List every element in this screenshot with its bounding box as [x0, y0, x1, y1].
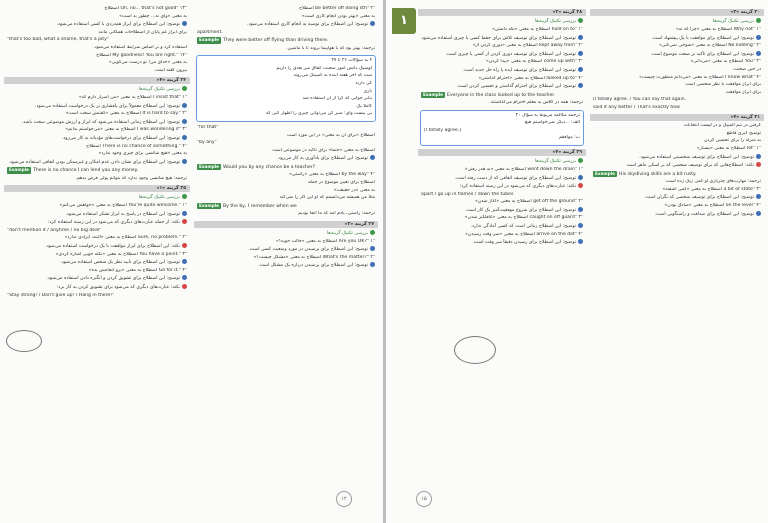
example-text: His skydiving skills are a bit rusty.	[619, 171, 697, 177]
left-outer-column	[4, 6, 190, 300]
note-line: نکته: این اصطلاح برای ابراز موافقت با یک درخواست استفاده می‌شود.	[4, 243, 190, 250]
text-line: به معنی «در حقیقت»	[333, 187, 375, 193]
text-line: "be better off doing sth" ۲ اصطلاح	[299, 6, 375, 11]
explanation-line: توضیح: این اصطلاح برای تأیید نظر یک شخص استفاده می‌شود.	[4, 259, 190, 266]
text-line: کاملاً یک	[356, 103, 372, 109]
example-text: Everyone in the class looked up to the teacher.	[447, 92, 556, 98]
explanation-line: توضیح: این اصطلاح زمانی است که کسی آمادگی ندارد.	[418, 223, 586, 230]
example-sentence	[418, 92, 586, 99]
note-line: نکته: اصطلاح‌هایی که برای توصیف شخصی که بر اسکی ماهر است	[590, 162, 764, 169]
explanation-line: توضیح: این اصطلاح برای صداقت و راستگویی است.	[590, 211, 764, 218]
text-line: استفاده کرد و بر اساس شرایط استفاده می‌شود.	[93, 44, 187, 50]
text-line: به معنی «بهتر بودن انجام کاری است»	[301, 13, 375, 19]
text-line: به منزله را برای تحسین کردن	[704, 138, 761, 144]
explanation-line: توضیح: این اصطلاح برای ابراز همدردی با کسی استفاده می‌شود.	[4, 21, 190, 28]
text-line: "hold on to" ۱ اصطلاح به معنی «نگه داشتن»	[492, 27, 583, 32]
text-line: ترجمه: راستی، یادم آمد که ما آنجا بودیم	[298, 211, 375, 217]
question-answer-header: ۲۷ گزینه «۲»	[194, 221, 378, 228]
text-line: به معنی «هیچ شانسی برای چیزی وجود ندارد»	[98, 151, 187, 157]
example-label: Example	[423, 91, 444, 97]
text-line: [I totally agree. / You can say that again.	[593, 97, 687, 103]
text-line: ترجمه: هیچ شانسی وجود ندارد که بتوانم پولی قرض بدهم.	[75, 175, 187, 181]
question-answer-header: ۳۰ گزینه «۳»	[590, 9, 764, 16]
text-line: "You're quite welcome." ۱ اصطلاح به معنی «خواهش می‌کنم»	[59, 203, 187, 209]
handwritten-circle-mark	[6, 330, 42, 352]
note-line: نکته: عبارت‌های دیگری که می‌شود در این زمینه استفاده کرد:	[418, 183, 586, 190]
right-inner-column	[590, 6, 764, 219]
text-line: برای ابراز غم پایان از اصطلاحات همگانی مانند	[98, 29, 187, 35]
example-sentence	[194, 203, 378, 210]
example-text: There is no chance I can lend you any money.	[33, 168, 139, 174]
explanation-line: توضیح: این اصطلاح برای نشان دادن عدم امکان و غیرممکن بودن اتفاقی استفاده می‌شود.	[4, 159, 190, 166]
left-page	[0, 0, 383, 523]
explanation-line: توضیح: این اصطلاح برای توصیف دوری کردن از کسی یا چیزی است.	[418, 51, 586, 58]
text-line: "Oh, no... that's not good" ۱۳ اصطلاح	[104, 6, 187, 11]
text-line: بنابر جوابی که گرا از آن استفاده شد	[302, 96, 372, 102]
text-line: کی دارند	[355, 80, 372, 86]
text-line: "on the level" ۴ اصطلاح به معنی «صادق بودن»	[664, 203, 761, 209]
text-line: "get off the ground" ۲ اصطلاح به معنی «آغاز شدن»	[475, 199, 583, 205]
text-line: "come up with" ۳ اصطلاح به معنی «پیدا کردن»	[486, 59, 583, 65]
text-line: "arrive on the dot" ۴ اصطلاح به معنی «سر وقت رسیدن»	[465, 231, 583, 237]
text-line: توضیح گیری قاطع	[726, 130, 761, 136]
text-line: "a bit of state" ۳ اصطلاح به معنی «کمی آشفته»	[662, 186, 761, 192]
chapter-number-badge: ۱	[392, 8, 416, 34]
text-line: "No kidding" ۲ اصطلاح به معنی «شوخی نمی‌کنی»	[658, 43, 761, 49]
highlight-box	[196, 55, 376, 122]
text-line: "don't mention it / anytime / no big deal"	[7, 227, 102, 233]
text-line: برای ابراز موافقت	[725, 89, 761, 95]
text-line: ب: موافقم	[558, 135, 580, 141]
text-line: "You" ۳ اصطلاح به معنی «می‌دانی»	[690, 59, 761, 65]
text-line: الف: ...دیگر نمی‌خواستم هیچ	[524, 120, 580, 126]
explanation-line: توضیح: این اصطلاح برای یادآوری به کار می‌رود.	[194, 155, 378, 162]
explanation-line: توضیح: این اصطلاح معمولاً برای پافشاری بر یک درخواست استفاده می‌شود.	[4, 103, 190, 110]
text-line: اصطلاح به معنی «حتماً» برای تأکید در موضوعی است	[272, 147, 375, 153]
text-line: "I was wondering if" ۳ اصطلاح به معنی «می‌خواستم بدانم»	[65, 127, 187, 133]
text-line: "Why not" ۱ اصطلاح به معنی «چرا که نه»	[675, 27, 761, 32]
text-line: "Go for it." ۴ اصطلاح به معنی «برو انجامش بده»	[88, 267, 187, 273]
explanation-line: توضیح: این اصطلاح برای تشویق کردن و انگیزه دادن استفاده می‌شود.	[4, 275, 190, 282]
explanation-line: توضیح: این اصطلاح برای توصیف تلاش برای حفظ کسی یا چیزی استفاده می‌شود.	[418, 35, 586, 42]
text-line: "for that"	[197, 124, 219, 130]
handwritten-circle-mark	[454, 336, 496, 364]
text-line: "looked up to" ۴ اصطلاح به معنی «احترام گذاشتن»	[478, 75, 583, 81]
example-label: Example	[199, 37, 220, 43]
text-line: در حین صحبت	[733, 66, 761, 72]
text-line: "It is hard to say." ۲ اصطلاح به معنی «گفتنش سخت است»	[65, 111, 187, 117]
section-tag: بررسی تکنیک گزینه‌ها	[593, 18, 761, 25]
text-line: ناری	[363, 88, 372, 94]
text-line: ترجمه مکالمه مربوط به سؤال ۲۰	[515, 112, 580, 118]
example-text: By the by, I remember when we	[223, 203, 297, 209]
section-tag: بررسی تکنیک گزینه‌ها	[421, 158, 583, 165]
text-line: برای ابراز موافقت با نظر شخصی است	[685, 82, 761, 88]
text-line: "I know what" ۴ اصطلاح به معنی «می‌دانم منظورت چیست»	[639, 74, 761, 80]
explanation-line: توضیح: این اصطلاح برای پرسیدن در مورد وضعیت کسی است.	[194, 246, 378, 253]
example-sentence	[194, 164, 378, 171]
text-line: "What's the matter?" ۲ اصطلاح به معنی «مشکل چیست؟»	[253, 254, 375, 260]
question-answer-header: ۲۴ گزینه «۴»	[4, 77, 190, 84]
question-answer-header: ۲۹ گزینه «۴»	[418, 149, 586, 156]
example-label: Example	[199, 202, 220, 208]
text-line: ترجمه: همه در کلاس به معلم احترام می‌گذاشتند.	[489, 100, 583, 106]
text-line: "kept away from" ۲ اصطلاح به معنی «دوری کردن از»	[472, 43, 583, 49]
example-sentence	[590, 171, 764, 178]
text-line: بی بیست وای: صبر کن می‌توانی چیزی را اظهار کنی که	[265, 111, 372, 117]
explanation-line: توضیح: این اصطلاح برای موافقت با یک پیشنهاد است.	[590, 35, 764, 42]
text-line: ترجمه: مهارت‌های چتربازی او کمی زنگ زده است.	[664, 179, 761, 185]
text-line: به معنی «وای نه... چطور بد است»	[119, 13, 187, 19]
text-line: ۴ به سؤالات ۲۶ تا ۲۷	[331, 58, 372, 64]
section-tag: بررسی تکنیک گزینه‌ها	[7, 194, 187, 201]
text-line: "by the way" ۴ اصطلاح به معنی «راستی»	[289, 172, 375, 178]
note-line: نکته: از جمله عبارت‌های دیگری که می‌شود در این زمینه استفاده کرد:	[4, 219, 190, 226]
text-line: لوسیک دانش آموز صحبت اتفاق میز بعدی را داریم	[276, 65, 372, 71]
example-label: Example	[9, 167, 30, 173]
question-answer-header: ۲۸ گزینه «۲»	[418, 9, 586, 16]
explanation-line: توضیح: این اصطلاح برای رسیدن دقیقاً سر وقت است.	[418, 239, 586, 246]
explanation-line: توضیح: این اصطلاح برای درخواست‌های مؤدبانه به کار می‌رود.	[4, 135, 190, 142]
section-tag: بررسی تکنیک گزینه‌ها	[7, 86, 187, 93]
text-line: "You have a point." ۳ اصطلاح به معنی «نکته خوبی اشاره کردی»	[55, 251, 187, 257]
highlight-box	[420, 110, 584, 146]
note-line: نکته: عبارت‌های دیگری که می‌شود برای تشویق کردن به کار برد:	[4, 284, 190, 291]
explanation-line: توضیح: این اصطلاح برای شروع موفقیت‌آمیز یک کار است.	[418, 207, 586, 214]
question-answer-header: ۲۵ گزینه «۱»	[4, 185, 190, 192]
explanation-line: توضیح: این اصطلاح در پاسخ به ابراز تشکر استفاده می‌شود.	[4, 211, 190, 218]
left-inner-column	[194, 6, 378, 271]
explanation-line: توضیح: این اصطلاح برای پرسیدن درباره یک مشکل است.	[194, 262, 378, 269]
right-page	[386, 0, 768, 523]
explanation-line: توضیح: این اصطلاح برای توصیف ایده یا راه حل جدید است.	[418, 67, 586, 74]
text-line: "Sure, no problem." ۲ اصطلاح به معنی «البته، ایرادی ندارد»	[64, 235, 187, 241]
text-line: "Stay strong! / Don't give up! / Hang in there!"	[7, 292, 115, 298]
section-tag: بررسی تکنیک گزینه‌ها	[197, 230, 375, 237]
text-line: said it any better / That's exactly how	[593, 104, 680, 110]
text-line: "that's too bad, what a shame, that's a pity"	[7, 37, 109, 43]
explanation-line: توضیح: این اصطلاح برای توصیه به انجام کاری استفاده می‌شود.	[194, 21, 378, 28]
example-label: Example	[199, 163, 220, 169]
section-tag: بررسی تکنیک گزینه‌ها	[421, 18, 583, 25]
explanation-line: توضیح: این اصطلاح زمانی استفاده می‌شود که ابراز و ارزش موضوعی سخت باشد.	[4, 119, 190, 126]
text-line: "by any"	[197, 140, 217, 146]
text-line: ست که آخر هفته آینده به کمپینگ می‌روند	[293, 73, 372, 79]
example-sentence	[4, 167, 190, 174]
explanation-line: توضیح: این اصطلاح برای توصیف شخصیتی استفاده می‌شود.	[590, 154, 764, 161]
text-line: apart / go up in flames / down the tubes	[421, 191, 514, 197]
explanation-line: توضیح: این اصطلاح برای توصیف اتفاقی که از دست رفته است.	[418, 175, 586, 182]
explanation-line: توضیح: این اصطلاح برای توصیف شخصی که نگران است.	[590, 194, 764, 201]
text-line: "I insist that" ۱ اصطلاح به معنی «من اصرار دارم که»	[78, 94, 187, 100]
text-line: به معنی «خدای من! تو درست می‌گویی»	[108, 60, 187, 66]
text-line: ترجمه: بهتر بود که با هواپیما بروند تا با ماشین.	[286, 45, 375, 51]
example-sentence	[194, 37, 378, 44]
page-number: ۱۲	[336, 491, 352, 507]
text-line: "caught on off guard" ۳ اصطلاح به معنی «غافلگیر شدن»	[464, 215, 583, 221]
text-line: مثلاً من همیشه می‌دانستم که او این کار را نمی‌کند	[279, 195, 375, 201]
text-line: اصطلاح برای تغییر موضوع در جمله	[307, 180, 375, 186]
example-label: Example	[595, 170, 616, 176]
text-line: "lot" ۱ اصطلاح به معنی «بسیار»	[696, 145, 761, 151]
text-line: گرفتن در تیم المپیک و در لیست انتخابات	[683, 123, 761, 129]
text-line: بیرون گفته است.	[153, 67, 187, 73]
explanation-line: توضیح: این اصطلاح برای تأکید بر صحت موضوع است.	[590, 51, 764, 58]
explanation-line: توضیح: این اصطلاح برای احترام گذاشتن و تحسین کردن است.	[418, 83, 586, 90]
text-line: "My goodness! You are right." ۱۴ اصطلاح	[96, 52, 187, 58]
example-text: They were better off flying than driving there.	[223, 38, 329, 44]
text-line: "There is no chance of something." ۴ اصطلاح	[86, 143, 187, 149]
example-text: Would you by any chance be a teacher?	[223, 164, 316, 170]
text-line: اصطلاح «برای آن به معنی» در این مورد است	[287, 132, 375, 138]
text-line: "Are you OK?" ۱ اصطلاح به معنی «حالت خوبه؟»	[275, 238, 375, 244]
page-number: ۱۵	[416, 491, 432, 507]
right-outer-column	[418, 6, 586, 248]
text-line: [I totally agree.]	[424, 127, 461, 133]
text-line: apartment.	[197, 29, 223, 35]
question-answer-header: ۳۱ گزینه «۴»	[590, 114, 764, 121]
text-line: "went down the drain" ۱ اصطلاح به معنی «به هدر رفتن»	[464, 166, 583, 172]
